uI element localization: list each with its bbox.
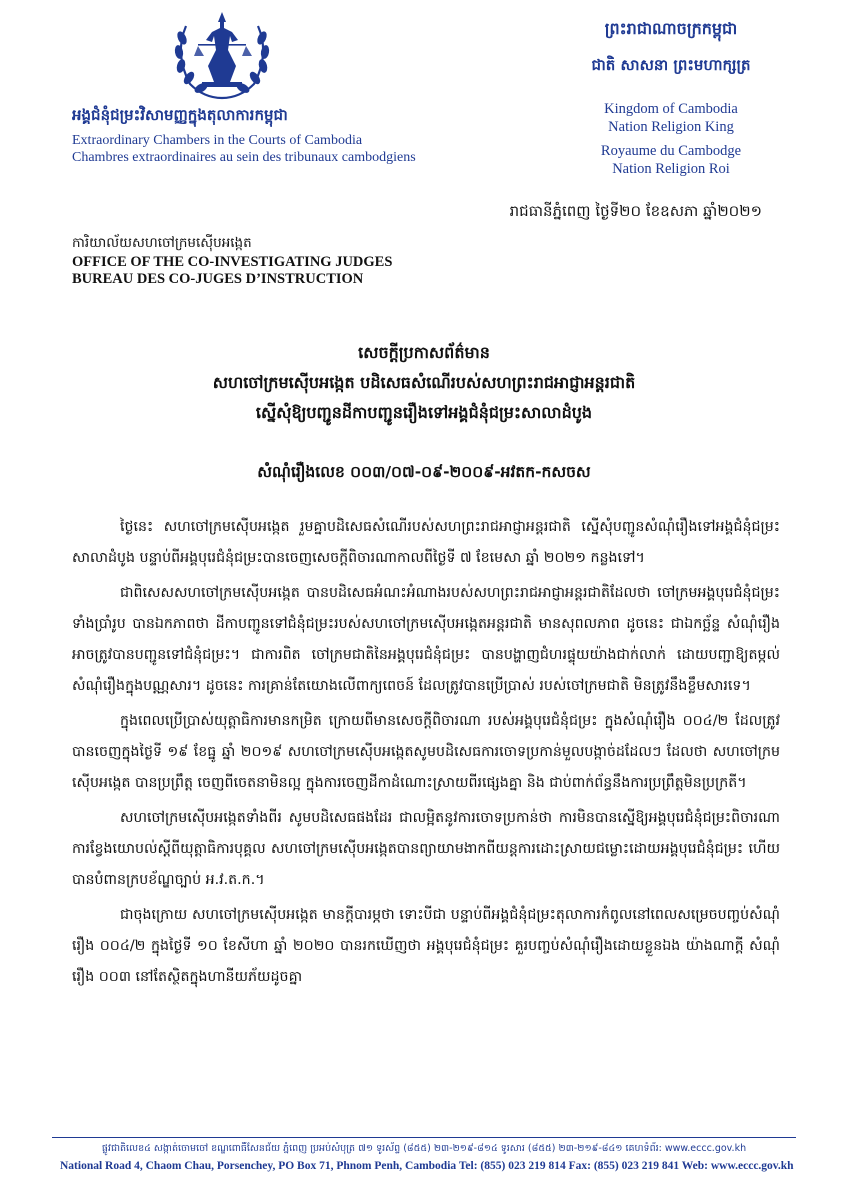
institution-name-english: Extraordinary Chambers in the Courts of Cambodia [72, 133, 363, 148]
footer-address-english: National Road 4, Chaom Chau, Porsenchey, PO Box 71, Phnom Penh, Cambodia Tel: (855) 023 219 814 Fax: (855) 023 219 841 Web: www.eccc.gov.kh [60, 1160, 794, 1172]
kingdom-name-english: Kingdom of Cambodia [604, 101, 738, 117]
kingdom-name-khmer: ព្រះរាជាណាចក្រកម្ពុជា [604, 19, 738, 38]
motto-french-line: Nation Religion Roi [612, 161, 730, 177]
body-text [72, 512, 780, 997]
paragraph: ថ្ងៃនេះ សហចៅក្រមស៊ើបអង្កេត រួមគ្នាបដិសេធសំណើរបស់សហព្រះរាជអាជ្ញាអន្តរជាតិ ស្នើសុំបញ្ជូនសំណុំរឿងទៅអង្គជំនុំជម្រះសាលាដំបូង បន្ទាប់ពីអង្គបុរេជំនុំជម្រះបានចេញសេចក្តីពិចារណាកាលពីថ្ងៃទី ៧ ខែមេសា ឆ្នាំ ២០២១ កន្លងទៅ។ [72, 519, 780, 566]
title-line-2: សហចៅក្រមស៊ើបអង្កេត បដិសេធសំណើរបស់សហព្រះរាជអាជ្ញាអន្តរជាតិ [212, 373, 636, 392]
press-release-title [60, 338, 788, 428]
eccc-emblem-icon [168, 6, 276, 102]
institution-name-khmer: អង្គជំនុំជម្រះវិសាមញ្ញក្នុងតុលាការកម្ពុជា [72, 106, 288, 124]
place-date-line: រាជធានីភ្នំពេញ ថ្ងៃទី២០ ខែឧសភា ឆ្នាំ២០២១ [509, 202, 762, 220]
motto-french [556, 142, 786, 178]
motto-english [556, 100, 786, 136]
paragraph: ជាចុងក្រោយ សហចៅក្រមស៊ើបអង្កេត មានក្តីបារម្ភថា ទោះបីជា បន្ទាប់ពីអង្គជំនុំជម្រះតុលាការកំពូលនៅពេលសម្រេចបញ្ចប់សំណុំរឿង ០០៤/២ ក្នុងថ្ងៃទី ១០ ខែសីហា ឆ្នាំ ២០២០ បានរកឃើញថា អង្គបុរេជំនុំជម្រះ គួរបញ្ចប់សំណុំរឿងដោយខ្លួនឯង យ៉ាងណាក្តី សំណុំរឿង ០០៣ នៅតែស្ថិតក្នុងហានីយភ័យដូចគ្នា [72, 907, 780, 985]
motto-khmer: ជាតិ សាសនា ព្រះមហាក្សត្រ [591, 56, 751, 74]
office-name-khmer: ការិយាល័យសហចៅក្រមស៊ើបអង្កេត [72, 235, 252, 251]
motto-english-line: Nation Religion King [608, 119, 734, 135]
institution-name-french: Chambres extraordinaires au sein des tribunaux cambodgiens [72, 150, 416, 165]
title-line-3: ស្នើសុំឱ្យបញ្ជូនដីកាបញ្ជូនរឿងទៅអង្គជំនុំជម្រះសាលាដំបូង [255, 403, 593, 422]
paragraph: ជាពិសេសសហចៅក្រមស៊ើបអង្កេត បានបដិសេធអំណះអំណាងរបស់សហព្រះរាជអាជ្ញាអន្តរជាតិដែលថា ចៅក្រមអង្គបុរេជំនុំជម្រះទាំងប្រាំរូប បានឯកភាពថា ដីកាបញ្ជូនទៅជំនុំជម្រះរបស់សហចៅក្រមស៊ើបអង្កេតអន្តរជាតិ មានសុពលភាព ដូចនេះ ជាឯកច្ឆ័ន្ទ សំណុំរឿងអាចត្រូវបានបញ្ជូនទៅជំនុំជម្រះ។ ជាការពិត ចៅក្រមជាតិនៃអង្គបុរេជំនុំជម្រះ បានបង្ហាញជំហរផ្ទុយយ៉ាងជាក់លាក់ ដោយបញ្ជាឱ្យតម្កល់សំណុំរឿងក្នុងបណ្ណសារ។ ដូចនេះ ការគ្រាន់តែយោងលើពាក្យពេចន៍ ដែលត្រូវបានប្រើប្រាស់ របស់ចៅក្រមជាតិ មិនត្រូវនឹងខ្លឹមសារទេ។ [72, 585, 780, 694]
paragraph: ក្នុងពេលប្រើប្រាស់យុត្តាធិការមានកម្រិត ក្រោយពីមានសេចក្តីពិចារណា របស់អង្គបុរេជំនុំជម្រះ ក្នុងសំណុំរឿង ០០៤/២ ដែលត្រូវបានចេញក្នុងថ្ងៃទី ១៩ ខែធ្នូ ឆ្នាំ ២០១៩ សហចៅក្រមស៊ើបអង្កេតសូមបដិសេធការចោទប្រកាន់មួលបង្កាច់ដដែលៗ ដែលថា សហចៅក្រមស៊ើបអង្កេត បានប្រព្រឹត្ត ចេញពីចេតនាមិនល្អ ក្នុងការចេញដីកាដំណោះស្រាយពីរផ្សេងគ្នា និង ជាប់ពាក់ព័ន្ធនឹងការប្រព្រឹត្តមិនប្រក្រតី។ [72, 713, 780, 791]
case-number: សំណុំរឿងលេខ ០០៣/០៧-០៩-២០០៩-អវតក-កសចស [257, 463, 591, 481]
title-line-1: សេចក្តីប្រកាសព័ត៌មាន [358, 343, 490, 362]
footer-divider [52, 1137, 796, 1138]
paragraph: សហចៅក្រមស៊ើបអង្កេតទាំងពីរ សូមបដិសេធផងដែរ ជាលម្អិតនូវការចោទប្រកាន់ថា ការមិនបានស្នើឱ្យអង្គបុរេជំនុំជម្រះពិចារណាការខ្វែងយោបល់ស្តីពីយុត្តាធិការបុគ្គល សហចៅក្រមស៊ើបអង្កេតបានព្យាយាមងាកពីយន្តការដោះស្រាយជម្លោះដោយអង្គបុរេជំនុំជម្រះ ហើយ បានបំពានក្របខ័ណ្ឌច្បាប់ អ.វ.ត.ក.។ [72, 810, 780, 888]
office-name-french: BUREAU DES CO-JUGES D’INSTRUCTION [72, 271, 364, 287]
footer-address-khmer: ផ្លូវជាតិលេខ៤ សង្កាត់ចោមចៅ ខណ្ឌពោធិ៍សែនជ័យ ភ្នំពេញ ប្រអប់សំបុត្រ ៧១ ទូរស័ព្ទ (៨៥៥) ២៣-២១៩-៨១៤ ទូរសារ (៨៥៥) ២៣-២១៩-៨៤១ គេហទំព័រ: www.eccc.gov.kh [101, 1143, 747, 1154]
kingdom-name-french: Royaume du Cambodge [600, 143, 742, 159]
kingdom-motto-block [556, 14, 786, 178]
office-name-english: OFFICE OF THE CO-INVESTIGATING JUDGES [72, 254, 393, 270]
